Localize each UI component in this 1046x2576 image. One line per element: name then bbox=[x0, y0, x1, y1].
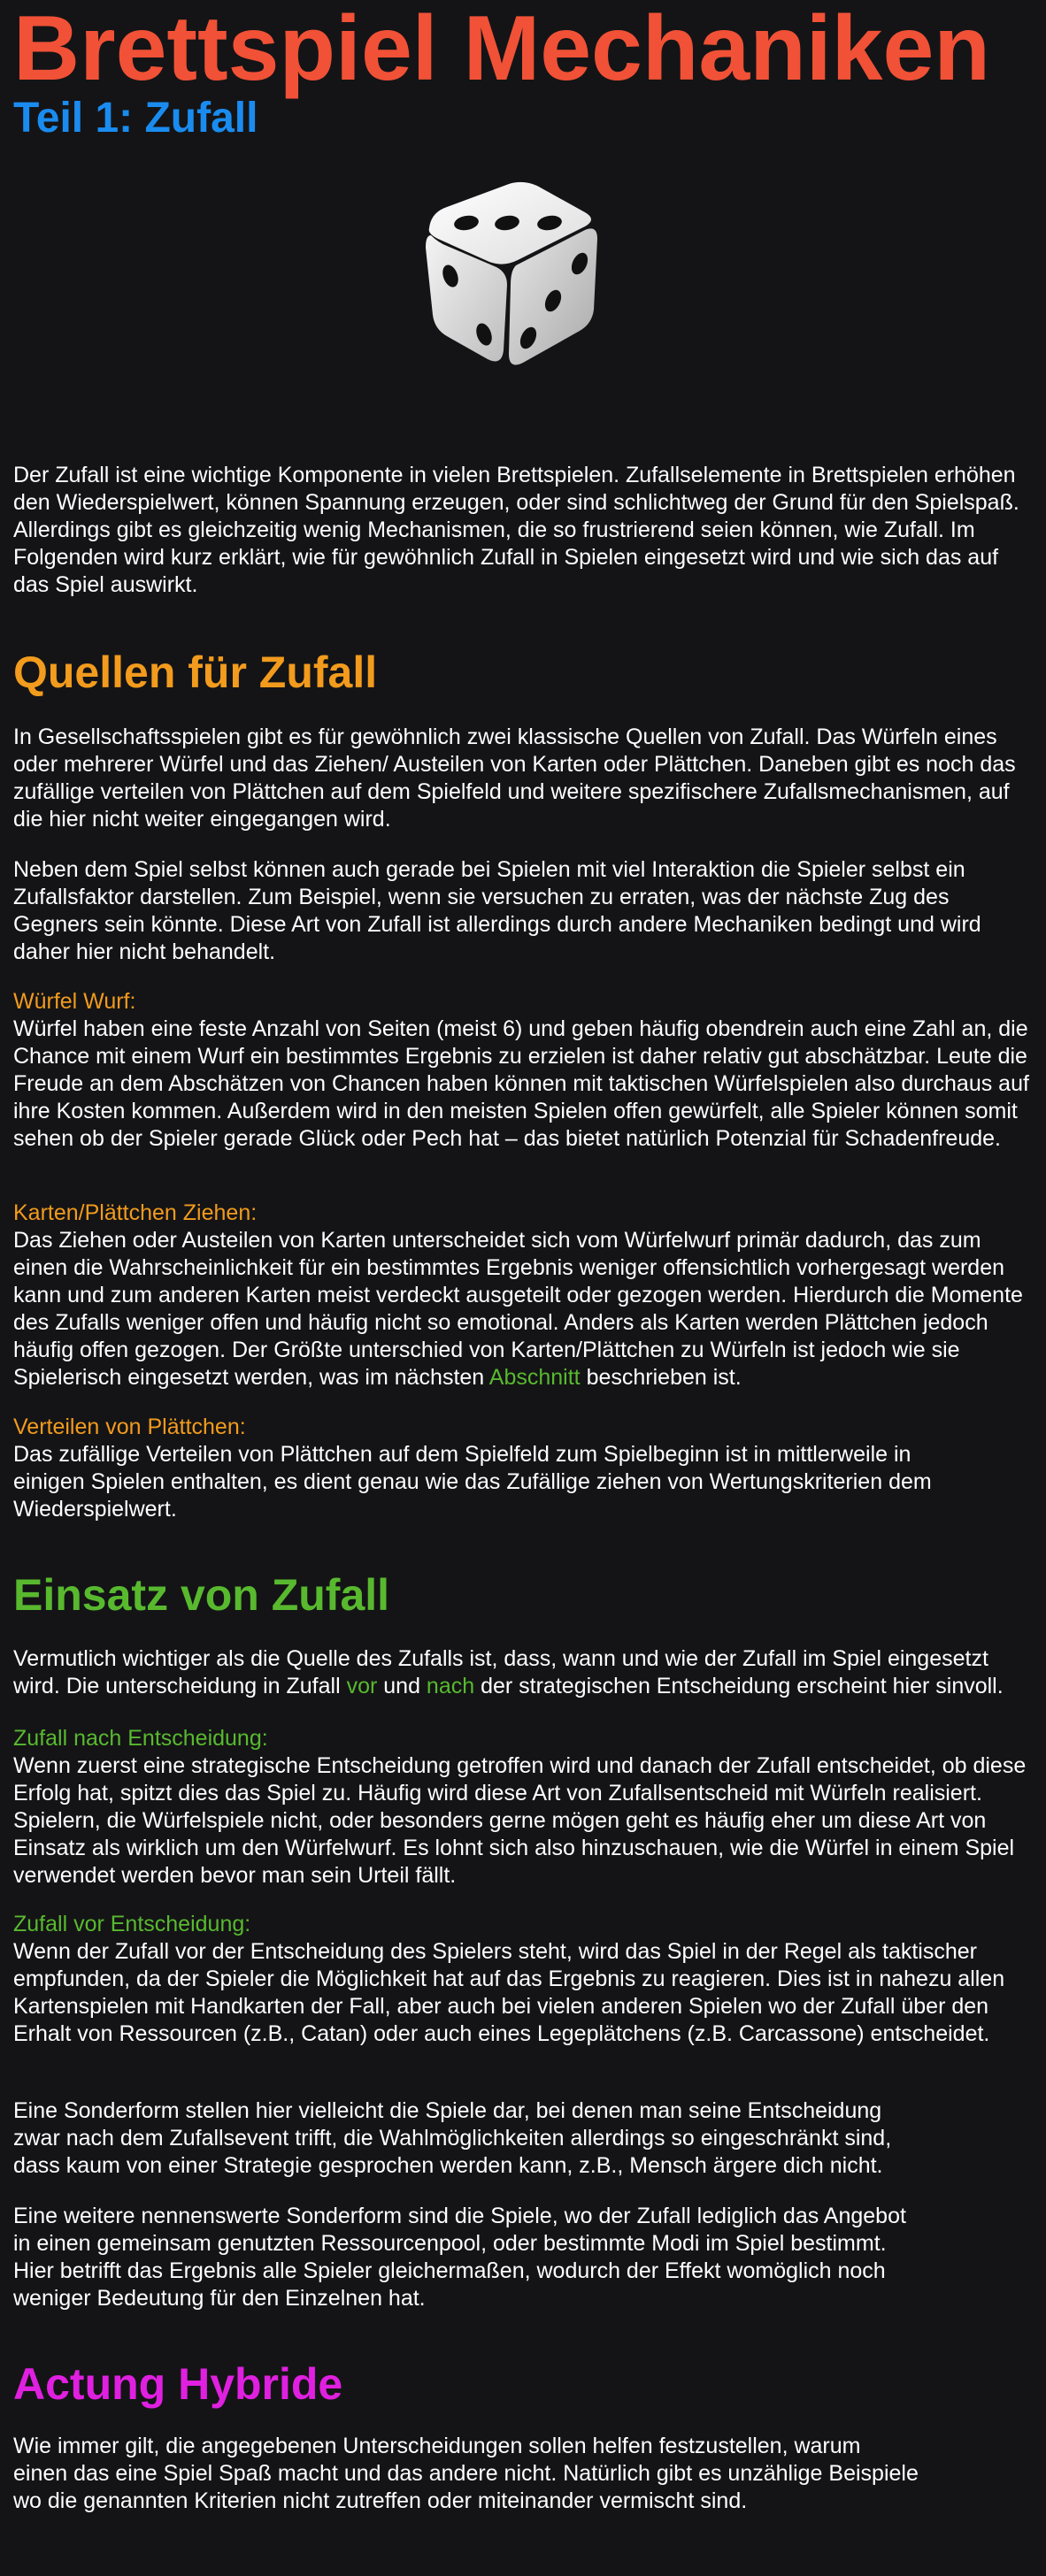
sonderform-2-line-1: Eine weitere nennenswerte Sonderform sind die Spiele, wo der Zufall lediglich das Angebot bbox=[13, 2204, 906, 2228]
hybride-line-3: wo die genannten Kriterien nicht zutreffen oder miteinander vermischt sind. bbox=[13, 2488, 748, 2513]
wuerfel-text: Würfel haben eine feste Anzahl von Seiten (meist 6) und geben häufig obendrein auch eine Zahl an, die Chance mit einem Wurf ein bestimmtes Ergebnis zu erzielen ist daher relativ gut abschätzbar. Leute die Freude an dem Abschätzen von Chancen haben können mit taktischen Würfelspielen also durchaus auf ihre Kosten kommen. Außerdem wird in den meisten Spielen offen gewürfelt, alle Spieler können somit sehen ob der Spieler gerade Glück oder Pech hat – das bietet natürlich Potenzial für Schadenfreude. bbox=[13, 1016, 1029, 1151]
karten-tail: beschrieben ist. bbox=[580, 1365, 742, 1390]
einsatz-text-start: Vermutlich wichtiger als die Quelle des Zufalls ist, dass, wann und wie der Zufall im Spiel eingesetzt wird. Die unterscheidung in Zufall bbox=[13, 1646, 988, 1698]
karten-text: Das Ziehen oder Austeilen von Karten unterscheidet sich vom Würfelwurf primär dadurch, das zum einen die Wahrscheinlichkeit für ein bestimmtes Ergebnis weniger offensichtlich vorhergesagt werden kann und zum anderen Karten meist verdeckt ausgeteilt oder gezogen werden. Hierdurch die Momente des Zufalls weniger offen und häufig nicht so emotional. Anders als Karten werden Plättchen jedoch häufig offen gezogen. Der Größte unterschied von Karten/Plättchen zu Würfeln ist jedoch wie sie Spielerisch eingesetzt werden, was im nächsten bbox=[13, 1228, 1023, 1390]
quellen-paragraph-2: Neben dem Spiel selbst können auch gerade bei Spielen mit viel Interaktion die Spieler selbst ein Zufallsfaktor darstellen. Zum Beispiel, wenn sie versuchen zu erraten, was der nächste Zug des Gegners sein könnte. Diese Art von Zufall ist allerdings durch andere Mechaniken bedingt und wird daher hier nicht behandelt. bbox=[13, 857, 981, 964]
sonderform-2-line-4: weniger Bedeutung für den Einzelnen hat. bbox=[13, 2286, 426, 2311]
sonderform-1-line-3: dass kaum von einer Strategie gesprochen werden kann, z.B., Mensch ärgere dich nicht. bbox=[13, 2153, 883, 2178]
verteilen-line-1: Das zufällige Verteilen von Plättchen auf dem Spielfeld zum Spielbeginn ist in mittlerweile in bbox=[13, 1442, 911, 1467]
verteilen-line-3: Wiederspielwert. bbox=[13, 1497, 177, 1522]
sonderform-1-line-2: zwar nach dem Zufallsevent trifft, die Wahlmöglichkeiten allerdings so eingeschränkt sind, bbox=[13, 2126, 892, 2150]
nach-entscheidung-paragraph bbox=[13, 1725, 1040, 1890]
sonderform-paragraph-1 bbox=[13, 2097, 1040, 2180]
section-heading-einsatz: Einsatz von Zufall bbox=[13, 1570, 390, 1620]
page-subtitle: Teil 1: Zufall bbox=[13, 95, 258, 142]
abschnitt-link[interactable]: Abschnitt bbox=[488, 1365, 581, 1390]
vor-entscheidung-paragraph bbox=[13, 1911, 1040, 2048]
page-title: Brettspiel Mechaniken bbox=[13, 0, 990, 100]
karten-label: Karten/Plättchen Ziehen: bbox=[13, 1200, 258, 1225]
einsatz-und-word: und bbox=[377, 1674, 427, 1698]
verteilen-label: Verteilen von Plättchen: bbox=[13, 1414, 246, 1439]
karten-paragraph bbox=[13, 1200, 1040, 1392]
vor-entscheidung-text: Wenn der Zufall vor der Entscheidung des Spielers steht, wird das Spiel in der Regel als taktischer empfunden, da der Spieler die Möglichkeit hat auf das Ergebnis zu reagieren. Dies ist in nahezu allen Kartenspielen mit Handkarten der Fall, aber auch bei vielen anderen Spielen wo der Zufall über den Erhalt von Ressourcen (z.B., Catan) oder auch eines Legeplätchens (z.B. Carcassone) entscheidet. bbox=[13, 1939, 1005, 2046]
sonderform-paragraph-2 bbox=[13, 2203, 1040, 2312]
quellen-paragraph-1: In Gesellschaftsspielen gibt es für gewöhnlich zwei klassische Quellen von Zufall. Das Würfeln eines oder mehrerer Würfel und das Ziehen/ Austeilen von Karten oder Plättchen. Daneben gibt es noch das zufällige verteilen von Plättchen auf dem Spielfeld und weitere spezifischere Zufallsmechanismen, auf die hier nicht weiter eingegangen wird. bbox=[13, 724, 1016, 832]
sonderform-2-line-2: in einen gemeinsam genutzten Ressourcenpool, oder bestimmte Modi im Spiel bestimmt. bbox=[13, 2231, 887, 2256]
einsatz-paragraph-1 bbox=[13, 1645, 1040, 1700]
section-heading-hybride: Actung Hybride bbox=[13, 2359, 343, 2409]
sonderform-1-line-1: Eine Sonderform stellen hier vielleicht die Spiele dar, bei denen man seine Entscheidung bbox=[13, 2098, 882, 2123]
hybride-paragraph bbox=[13, 2433, 1040, 2515]
intro-paragraph: Der Zufall ist eine wichtige Komponente in vielen Brettspielen. Zufallselemente in Brettspielen erhöhen den Wiederspielwert, können Spannung erzeugen, oder sind schlichtweg der Grund für den Spielspaß. Allerdings gibt es gleichzeitig wenig Mechanismen, die so frustrierend seien können, wie Zufall. Im Folgenden wird kurz erklärt, wie für gewöhnlich Zufall in Spielen eingesetzt wird und wie sich das auf das Spiel auswirkt. bbox=[13, 463, 1019, 597]
sonderform-2-line-3: Hier betrifft das Ergebnis alle Spieler gleichermaßen, wodurch der Effekt womöglich noch bbox=[13, 2258, 886, 2283]
dice-icon bbox=[411, 177, 615, 372]
nach-entscheidung-label: Zufall nach Entscheidung: bbox=[13, 1726, 268, 1751]
vor-entscheidung-label: Zufall vor Entscheidung: bbox=[13, 1912, 251, 1936]
section-heading-quellen: Quellen für Zufall bbox=[13, 648, 378, 697]
wuerfel-paragraph bbox=[13, 988, 1040, 1153]
verteilen-line-2: einigen Spielen enthalten, es dient genau wie das Zufällige ziehen von Wertungskriterien dem bbox=[13, 1469, 932, 1494]
wuerfel-label: Würfel Wurf: bbox=[13, 989, 136, 1014]
hybride-line-1: Wie immer gilt, die angegebenen Unterscheidungen sollen helfen festzustellen, warum bbox=[13, 2434, 861, 2458]
einsatz-nach-word: nach bbox=[426, 1674, 475, 1698]
einsatz-text-end: der strategischen Entscheidung erscheint hier sinvoll. bbox=[474, 1674, 1004, 1698]
einsatz-vor-word: vor bbox=[346, 1674, 378, 1698]
nach-entscheidung-text: Wenn zuerst eine strategische Entscheidung getroffen wird und danach der Zufall entscheidet, ob diese Erfolg hat, spitzt dies das Spiel zu. Häufig wird diese Art von Zufallsentscheid mit Würfeln realisiert. Spielern, die Würfelspiele nicht, oder besonders gerne mögen geht es häufig eher um diese Art von Einsatz als wirklich um den Würfelwurf. Es lohnt sich also hinzuschauen, wie die Würfel in einem Spiel verwendet werden bevor man sein Urteil fällt. bbox=[13, 1753, 1027, 1888]
hybride-line-2: einen das eine Spiel Spaß macht und das andere nicht. Natürlich gibt es unzählige Beispiele bbox=[13, 2461, 919, 2486]
verteilen-paragraph bbox=[13, 1414, 1040, 1523]
